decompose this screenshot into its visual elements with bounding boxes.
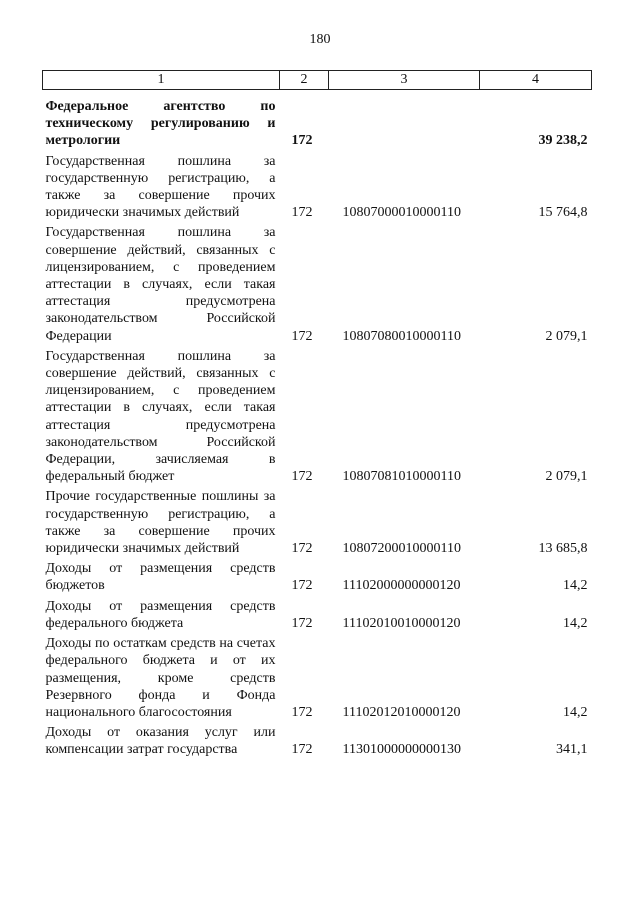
- row-classification-code: 11301000000000130: [342, 742, 461, 758]
- table-row: [43, 345, 592, 486]
- column-header-4: 4: [480, 71, 592, 90]
- row-name: Доходы от оказания услуг или компенсации затрат государства: [45, 725, 276, 758]
- row-name: Доходы от размещения средств федерального бюджета: [45, 598, 276, 631]
- row-classification-code: 10807000010000110: [342, 205, 461, 221]
- revenue-table: [42, 70, 592, 759]
- row-admin-code: 172: [291, 328, 313, 344]
- table-row: [43, 632, 592, 721]
- table-row: [43, 221, 592, 344]
- row-amount: 14,2: [563, 615, 588, 631]
- page-number: 180: [309, 32, 331, 47]
- row-name: Доходы от размещения средств бюджетов: [45, 561, 276, 594]
- row-admin-code: 172: [291, 578, 313, 594]
- row-classification-code: 10807080010000110: [342, 328, 461, 344]
- row-classification-code: 10807081010000110: [342, 469, 461, 485]
- table-row: [43, 485, 592, 557]
- row-admin-code: 172: [291, 205, 313, 221]
- row-admin-code: 172: [291, 742, 313, 758]
- row-name: Государственная пошлина за совершение действий, связанных с лицензированием, с проведением аттестации в случаях, если такая аттестация предусмотрена законодательством Российской Федерации: [45, 225, 276, 344]
- row-name: Государственная пошлина за совершение действий, связанных с лицензированием, с проведением аттестации в случаях, если такая аттестация предусмотрена законодательством Российской Федерации, зачисляемая в федеральный бюджет: [45, 348, 276, 485]
- row-name: Федеральное агентство по техническому регулированию и метрологии: [45, 99, 276, 149]
- row-name: Прочие государственные пошлины за государственную регистрацию, а также за совершение прочих юридически значимых действий: [45, 489, 276, 557]
- row-name: Доходы по остаткам средств на счетах федерального бюджета и от их размещения, кроме средств Резервного фонда и Фонда национального благосостояния: [45, 636, 276, 720]
- row-classification-code: 11102000000000120: [342, 578, 461, 594]
- row-amount: 2 079,1: [545, 328, 588, 344]
- row-admin-code: 172: [291, 541, 313, 557]
- row-admin-code: 172: [291, 469, 313, 485]
- row-classification-code: [329, 90, 480, 150]
- column-header-3: 3: [329, 71, 480, 90]
- row-amount: 14,2: [563, 578, 588, 594]
- row-admin-code: 172: [291, 615, 313, 631]
- row-amount: 14,2: [563, 704, 588, 720]
- row-name: Государственная пошлина за государственную регистрацию, а также за совершение прочих юридически значимых действий: [45, 153, 276, 221]
- row-amount: 15 764,8: [538, 205, 588, 221]
- row-amount: 13 685,8: [538, 541, 588, 557]
- table-row: [43, 721, 592, 758]
- header-row: [43, 71, 592, 90]
- column-header-2: 2: [280, 71, 329, 90]
- row-amount: 2 079,1: [545, 469, 588, 485]
- table-row: [43, 150, 592, 222]
- table-row: [43, 595, 592, 632]
- table-row-agency: [43, 90, 592, 150]
- row-classification-code: 11102010010000120: [342, 615, 461, 631]
- table-body: [43, 90, 592, 759]
- row-admin-code: 172: [291, 133, 313, 149]
- table-row: [43, 557, 592, 594]
- table-header: [43, 71, 592, 90]
- row-classification-code: 10807200010000110: [342, 541, 461, 557]
- row-classification-code: 11102012010000120: [342, 704, 461, 720]
- row-admin-code: 172: [291, 704, 313, 720]
- row-amount: 39 238,2: [538, 133, 588, 149]
- row-amount: 341,1: [556, 742, 588, 758]
- column-header-1: 1: [43, 71, 280, 90]
